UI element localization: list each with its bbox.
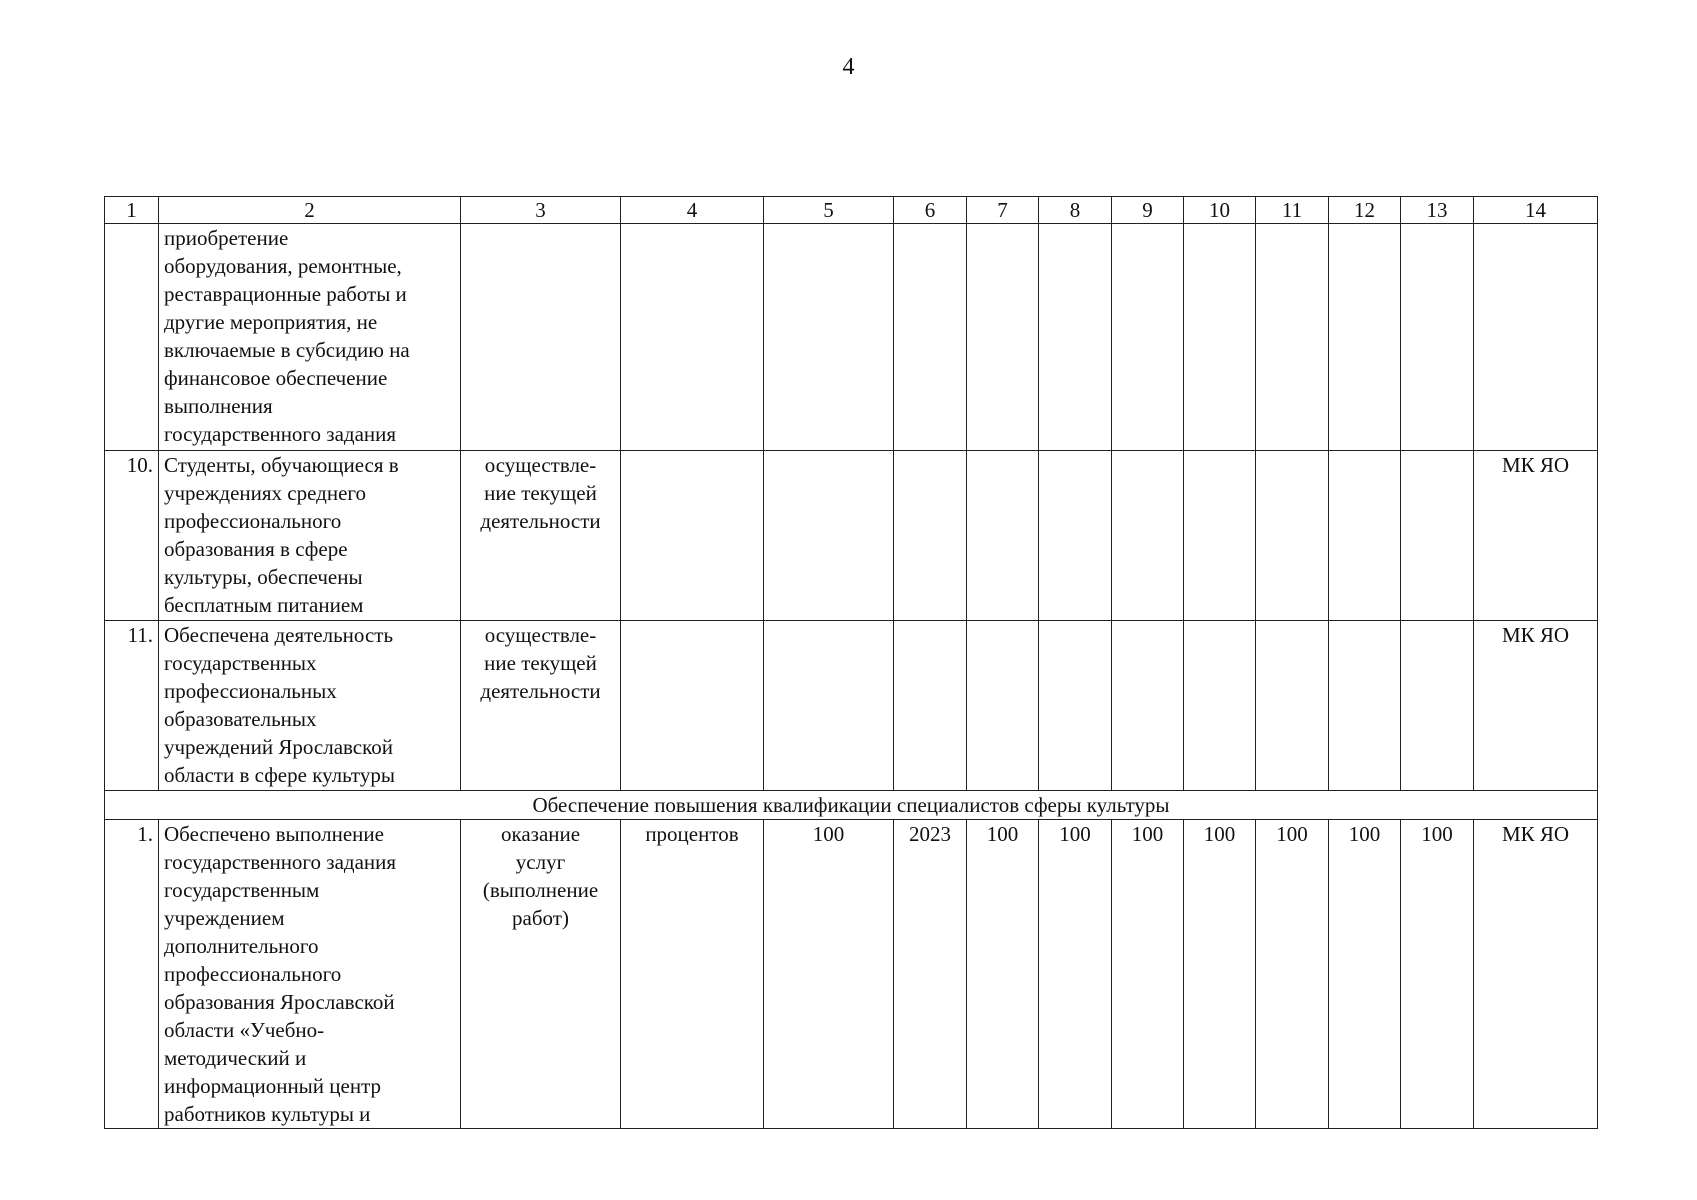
- base-value: [764, 621, 894, 791]
- table-row: [105, 820, 1598, 1129]
- table-row: [105, 224, 1598, 451]
- value-col-11: [1256, 451, 1329, 621]
- value-col-13: [1401, 224, 1474, 451]
- column-numbers-row: [105, 197, 1598, 224]
- result-name: Обеспечена деятельность государственных профессиональных образовательных учреждений Ярославской области в сфере культуры: [159, 621, 461, 791]
- result-type: осуществле- ние текущей деятельности: [461, 451, 621, 621]
- row-number: 1.: [105, 820, 159, 1129]
- column-number: 14: [1474, 197, 1598, 224]
- result-type: [461, 224, 621, 451]
- result-name: Студенты, обучающиеся в учреждениях среднего профессионального образования в сфере культуры, обеспечены бесплатным питанием: [159, 451, 461, 621]
- column-number: 8: [1039, 197, 1112, 224]
- executor: МК ЯО: [1474, 451, 1598, 621]
- value-col-11: [1256, 621, 1329, 791]
- value-col-8: 100: [1039, 820, 1112, 1129]
- unit: [621, 621, 764, 791]
- page-number: 4: [842, 54, 855, 80]
- executor: [1474, 224, 1598, 451]
- base-year: [894, 621, 967, 791]
- column-number: 13: [1401, 197, 1474, 224]
- table-row: [105, 451, 1598, 621]
- value-col-11: [1256, 224, 1329, 451]
- value-col-10: 100: [1184, 820, 1256, 1129]
- value-col-8: [1039, 621, 1112, 791]
- column-number: 10: [1184, 197, 1256, 224]
- value-col-12: [1329, 451, 1401, 621]
- value-col-13: [1401, 451, 1474, 621]
- base-value: [764, 224, 894, 451]
- unit: процентов: [621, 820, 764, 1129]
- column-number: 9: [1112, 197, 1184, 224]
- result-name: Обеспечено выполнение государственного задания государственным учреждением дополнительного профессионального образования Ярославской области «Учебно- методический и информационный центр работников культуры и: [159, 820, 461, 1129]
- value-col-12: [1329, 621, 1401, 791]
- column-number: 5: [764, 197, 894, 224]
- base-value: 100: [764, 820, 894, 1129]
- value-col-12: [1329, 224, 1401, 451]
- section-title: Обеспечение повышения квалификации специалистов сферы культуры: [105, 791, 1598, 820]
- executor: МК ЯО: [1474, 621, 1598, 791]
- value-col-10: [1184, 621, 1256, 791]
- value-col-13: [1401, 621, 1474, 791]
- value-col-7: 100: [967, 820, 1039, 1129]
- column-number: 12: [1329, 197, 1401, 224]
- unit: [621, 451, 764, 621]
- indicators-table: [104, 196, 1598, 1129]
- column-number: 7: [967, 197, 1039, 224]
- section-row: [105, 791, 1598, 820]
- value-col-9: [1112, 451, 1184, 621]
- column-number: 2: [159, 197, 461, 224]
- column-number: 6: [894, 197, 967, 224]
- value-col-8: [1039, 224, 1112, 451]
- value-col-11: 100: [1256, 820, 1329, 1129]
- executor: МК ЯО: [1474, 820, 1598, 1129]
- unit: [621, 224, 764, 451]
- value-col-7: [967, 224, 1039, 451]
- base-year: 2023: [894, 820, 967, 1129]
- result-type: оказание услуг (выполнение работ): [461, 820, 621, 1129]
- column-number: 1: [105, 197, 159, 224]
- table-row: [105, 621, 1598, 791]
- value-col-9: 100: [1112, 820, 1184, 1129]
- value-col-12: 100: [1329, 820, 1401, 1129]
- row-number: 11.: [105, 621, 159, 791]
- value-col-10: [1184, 224, 1256, 451]
- value-col-9: [1112, 621, 1184, 791]
- value-col-8: [1039, 451, 1112, 621]
- value-col-9: [1112, 224, 1184, 451]
- value-col-10: [1184, 451, 1256, 621]
- column-number: 4: [621, 197, 764, 224]
- column-number: 3: [461, 197, 621, 224]
- value-col-7: [967, 621, 1039, 791]
- value-col-13: 100: [1401, 820, 1474, 1129]
- result-name: приобретение оборудования, ремонтные, реставрационные работы и другие мероприятия, не включаемые в субсидию на финансовое обеспечение выполнения государственного задания: [159, 224, 461, 451]
- row-number: 10.: [105, 451, 159, 621]
- base-year: [894, 224, 967, 451]
- result-type: осуществле- ние текущей деятельности: [461, 621, 621, 791]
- base-value: [764, 451, 894, 621]
- column-number: 11: [1256, 197, 1329, 224]
- base-year: [894, 451, 967, 621]
- row-number: [105, 224, 159, 451]
- value-col-7: [967, 451, 1039, 621]
